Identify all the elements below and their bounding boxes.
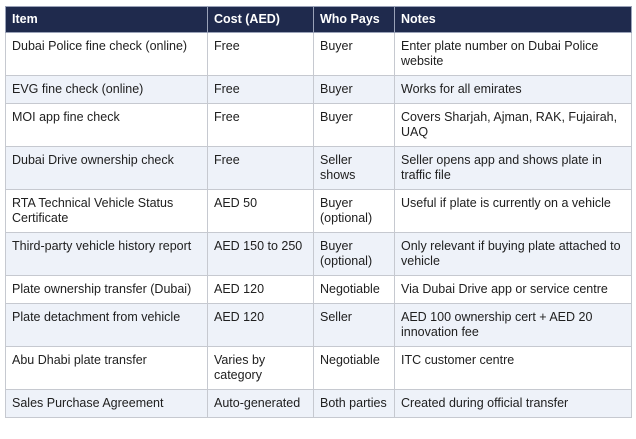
- table-row: [6, 147, 632, 190]
- notes-cell: Seller opens app and shows plate in traffic file: [395, 147, 632, 190]
- notes-cell: AED 100 ownership cert + AED 20 innovation fee: [395, 304, 632, 347]
- item-cell: EVG fine check (online): [6, 76, 208, 104]
- who-pays-cell: Both parties: [314, 390, 395, 418]
- table-row: [6, 304, 632, 347]
- notes-cell: Works for all emirates: [395, 76, 632, 104]
- item-cell: MOI app fine check: [6, 104, 208, 147]
- cost-cell: Varies by category: [208, 347, 314, 390]
- cost-cell: Free: [208, 33, 314, 76]
- table-row: [6, 33, 632, 76]
- table-row: [6, 347, 632, 390]
- table-row: [6, 276, 632, 304]
- cost-cell: Free: [208, 147, 314, 190]
- item-cell: Dubai Drive ownership check: [6, 147, 208, 190]
- table-header-row: [6, 7, 632, 33]
- who-pays-cell: Buyer: [314, 33, 395, 76]
- cost-cell: AED 120: [208, 304, 314, 347]
- cost-cell: Auto-generated: [208, 390, 314, 418]
- who-pays-cell: Buyer (optional): [314, 190, 395, 233]
- item-cell: Abu Dhabi plate transfer: [6, 347, 208, 390]
- who-pays-cell: Seller shows: [314, 147, 395, 190]
- notes-cell: Useful if plate is currently on a vehicle: [395, 190, 632, 233]
- table-row: [6, 190, 632, 233]
- cost-table: [5, 6, 632, 418]
- item-cell: Plate detachment from vehicle: [6, 304, 208, 347]
- column-header-cost: Cost (AED): [208, 7, 314, 33]
- cost-cell: AED 150 to 250: [208, 233, 314, 276]
- notes-cell: Covers Sharjah, Ajman, RAK, Fujairah, UAQ: [395, 104, 632, 147]
- item-cell: Third-party vehicle history report: [6, 233, 208, 276]
- cost-cell: AED 120: [208, 276, 314, 304]
- item-cell: Dubai Police fine check (online): [6, 33, 208, 76]
- notes-cell: ITC customer centre: [395, 347, 632, 390]
- cost-cell: Free: [208, 76, 314, 104]
- column-header-item: Item: [6, 7, 208, 33]
- notes-cell: Only relevant if buying plate attached to vehicle: [395, 233, 632, 276]
- cost-cell: Free: [208, 104, 314, 147]
- notes-cell: Enter plate number on Dubai Police website: [395, 33, 632, 76]
- table-row: [6, 233, 632, 276]
- item-cell: RTA Technical Vehicle Status Certificate: [6, 190, 208, 233]
- notes-cell: Created during official transfer: [395, 390, 632, 418]
- notes-cell: Via Dubai Drive app or service centre: [395, 276, 632, 304]
- table-row: [6, 76, 632, 104]
- who-pays-cell: Buyer: [314, 76, 395, 104]
- item-cell: Sales Purchase Agreement: [6, 390, 208, 418]
- table-row: [6, 104, 632, 147]
- column-header-notes: Notes: [395, 7, 632, 33]
- who-pays-cell: Buyer: [314, 104, 395, 147]
- table-row: [6, 390, 632, 418]
- item-cell: Plate ownership transfer (Dubai): [6, 276, 208, 304]
- column-header-who-pays: Who Pays: [314, 7, 395, 33]
- who-pays-cell: Negotiable: [314, 276, 395, 304]
- who-pays-cell: Buyer (optional): [314, 233, 395, 276]
- who-pays-cell: Negotiable: [314, 347, 395, 390]
- who-pays-cell: Seller: [314, 304, 395, 347]
- cost-cell: AED 50: [208, 190, 314, 233]
- table-container: [5, 6, 632, 418]
